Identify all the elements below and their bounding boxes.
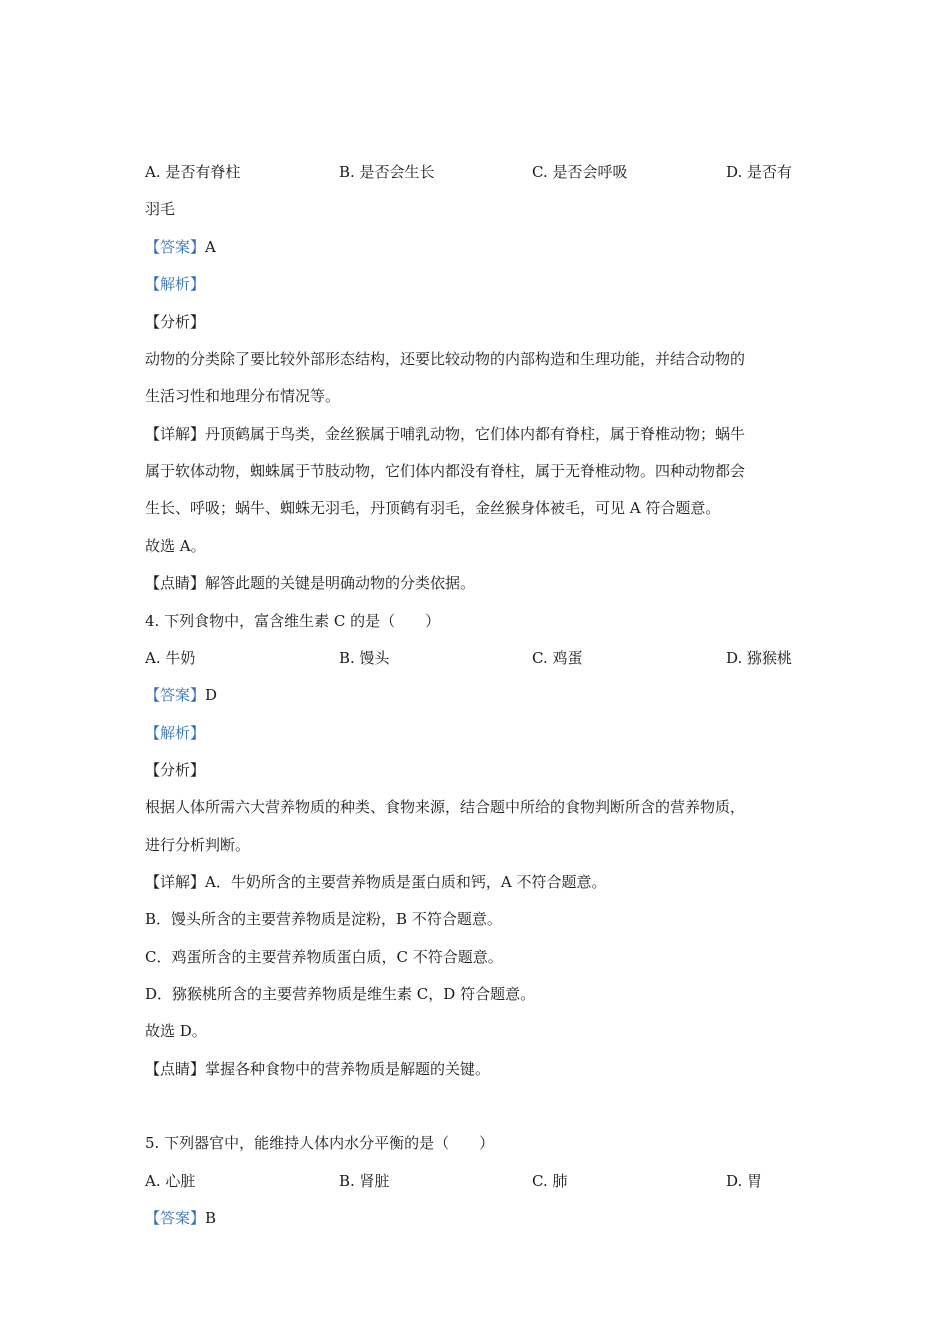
- q5-option-a: A. 心脏: [145, 1172, 196, 1190]
- q5-answer: [145, 1208, 216, 1228]
- q3-fenxi-line: 生活习性和地理分布情况等。: [145, 387, 341, 405]
- answer-value: D: [205, 686, 218, 704]
- q4-fenxi-line: 进行分析判断。: [145, 836, 251, 854]
- detail-tag: 【详解】: [145, 425, 206, 443]
- q3-detail-line: 生长、呼吸；蜗牛、蜘蛛无羽毛，丹顶鹤有羽毛，金丝猴身体被毛，可见 A 符合题意。: [145, 499, 721, 517]
- note-tag: 【点睛】: [145, 574, 206, 592]
- q4-detail-line: B．馒头所含的主要营养物质是淀粉，B 不符合题意。: [145, 910, 502, 928]
- answer-tag: 【答案】: [145, 686, 206, 704]
- q4-option-a: A. 牛奶: [145, 649, 196, 667]
- q3-note: [145, 573, 475, 593]
- q3-answer: [145, 237, 216, 257]
- note-tag: 【点睛】: [145, 1060, 206, 1078]
- q5-option-c: C. 肺: [532, 1172, 568, 1190]
- q5-option-d: D. 胃: [726, 1172, 763, 1190]
- q3-fenxi-line: 动物的分类除了要比较外部形态结构，还要比较动物的内部构造和生理功能，并结合动物的: [145, 350, 746, 368]
- q3-option-d: D. 是否有: [726, 163, 793, 181]
- q3-fenxi-tag: 【分析】: [145, 313, 206, 331]
- q4-answer: [145, 685, 217, 705]
- q4-fenxi-line: 根据人体所需六大营养物质的种类、食物来源，结合题中所给的食物判断所含的营养物质，: [145, 798, 746, 816]
- q3-detail-line: 属于软体动物，蜘蛛属于节肢动物，它们体内都没有脊柱，属于无脊椎动物。四种动物都会: [145, 462, 746, 480]
- q4-detail-line: D．猕猴桃所含的主要营养物质是维生素 C，D 符合题意。: [145, 985, 536, 1003]
- detail-text: 丹顶鹤属于鸟类，金丝猴属于哺乳动物，它们体内都有脊柱，属于脊椎动物；蜗牛: [205, 425, 746, 443]
- detail-tag: 【详解】: [145, 873, 206, 891]
- q4-analysis-tag: 【解析】: [145, 724, 206, 742]
- q5-question: 5. 下列器官中，能维持人体内水分平衡的是（ ）: [145, 1134, 495, 1152]
- answer-tag: 【答案】: [145, 238, 206, 256]
- q4-note: [145, 1059, 490, 1079]
- answer-tag: 【答案】: [145, 1209, 206, 1227]
- q4-detail: [145, 872, 606, 892]
- note-text: 掌握各种食物中的营养物质是解题的关键。: [205, 1060, 491, 1078]
- q5-option-b: B. 肾脏: [339, 1172, 390, 1190]
- answer-value: A: [205, 238, 216, 256]
- detail-text: A．牛奶所含的主要营养物质是蛋白质和钙，A 不符合题意。: [205, 873, 607, 891]
- q4-option-b: B. 馒头: [339, 649, 390, 667]
- q4-choose: 故选 D。: [145, 1022, 207, 1040]
- q4-option-d: D. 猕猴桃: [726, 649, 793, 667]
- q3-choose: 故选 A。: [145, 537, 206, 555]
- q4-fenxi-tag: 【分析】: [145, 761, 206, 779]
- q4-option-c: C. 鸡蛋: [532, 649, 583, 667]
- q3-analysis-tag: 【解析】: [145, 275, 206, 293]
- q4-question: 4. 下列食物中，富含维生素 C 的是（ ）: [145, 612, 441, 630]
- q4-detail-line: C．鸡蛋所含的主要营养物质蛋白质，C 不符合题意。: [145, 948, 503, 966]
- q3-option-a: A. 是否有脊柱: [145, 163, 241, 181]
- answer-value: B: [205, 1209, 217, 1227]
- q3-option-c: C. 是否会呼吸: [532, 163, 628, 181]
- q3-option-wrap: 羽毛: [145, 200, 176, 218]
- note-text: 解答此题的关键是明确动物的分类依据。: [205, 574, 476, 592]
- q3-option-b: B. 是否会生长: [339, 163, 435, 181]
- q3-detail: [145, 424, 745, 444]
